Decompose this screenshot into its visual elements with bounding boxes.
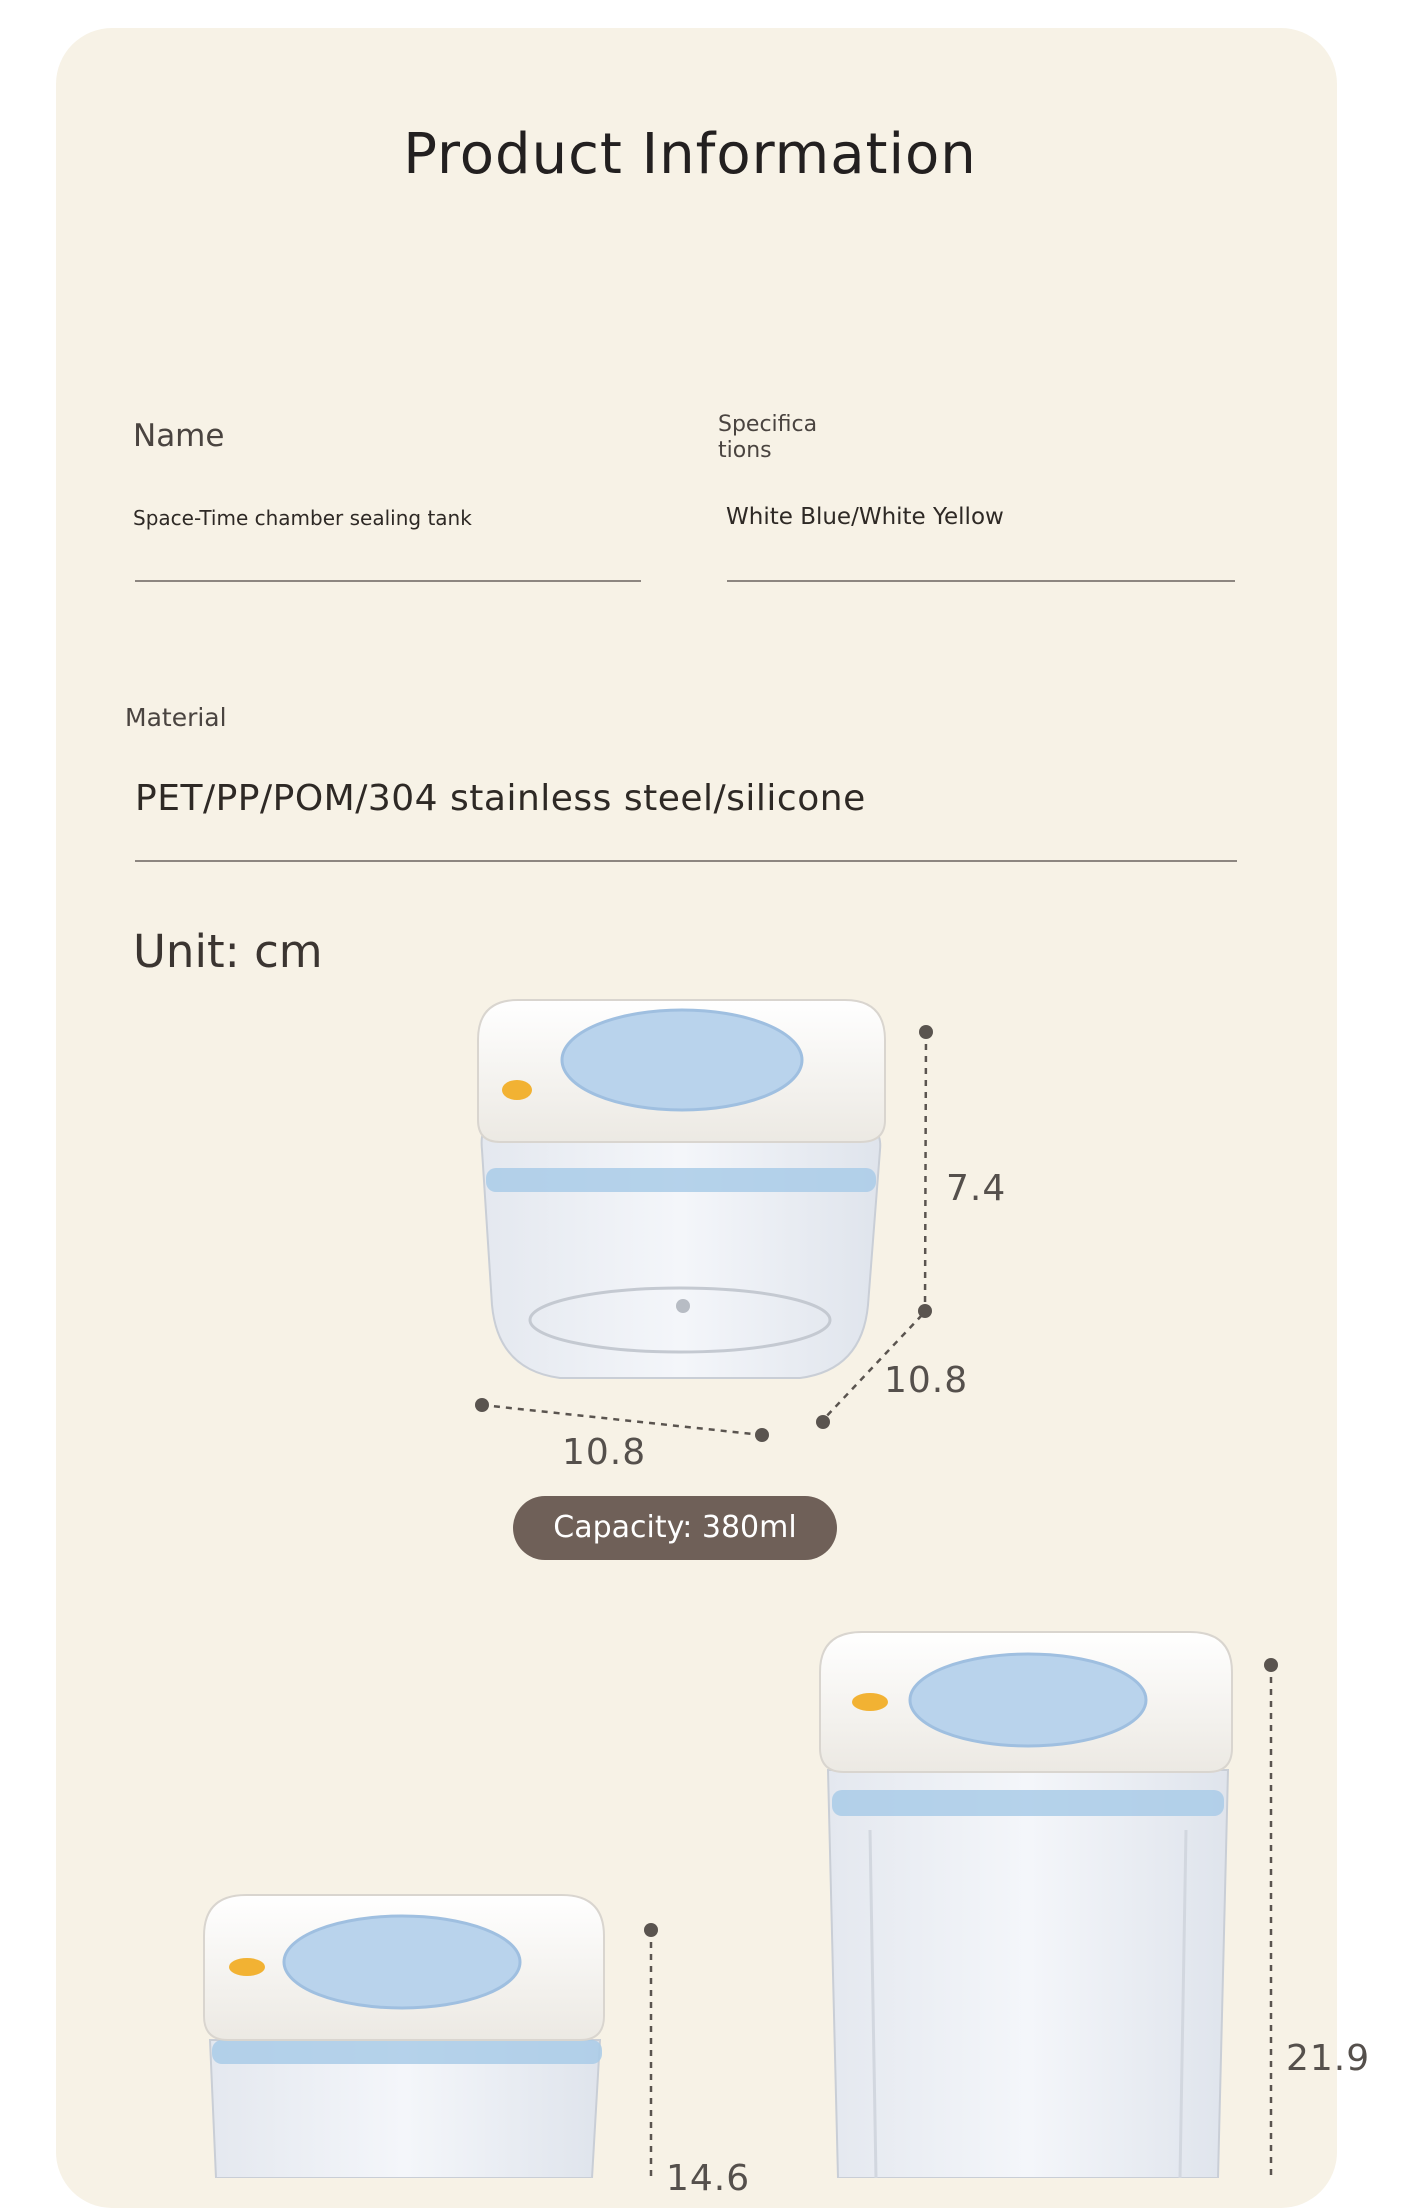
small-depth-value: 10.8 — [884, 1360, 969, 1401]
capacity-badge: Capacity: 380ml — [513, 1496, 837, 1560]
material-label: Material — [125, 703, 227, 732]
small-height-value: 7.4 — [946, 1168, 1007, 1209]
small-width-value: 10.8 — [562, 1432, 647, 1473]
material-value: PET/PP/POM/304 stainless steel/silicone — [135, 778, 866, 819]
name-label: Name — [133, 418, 225, 454]
page-title: Product Information — [403, 122, 977, 187]
medium-container-image — [204, 1895, 604, 2178]
tall-height-dimension — [1264, 1658, 1278, 2178]
small-height-dimension — [918, 1025, 933, 1318]
tall-container-image — [820, 1632, 1232, 2178]
small-container-image — [478, 1000, 885, 1378]
name-value: Space-Time chamber sealing tank — [133, 506, 472, 530]
tall-height-value: 21.9 — [1286, 2038, 1371, 2079]
specifications-label-text: Specifica tions — [718, 412, 818, 463]
unit-label: Unit: cm — [133, 925, 323, 978]
medium-height-value: 14.6 — [666, 2158, 751, 2199]
medium-height-dimension — [644, 1923, 658, 2178]
specifications-value: White Blue/White Yellow — [726, 504, 1004, 530]
